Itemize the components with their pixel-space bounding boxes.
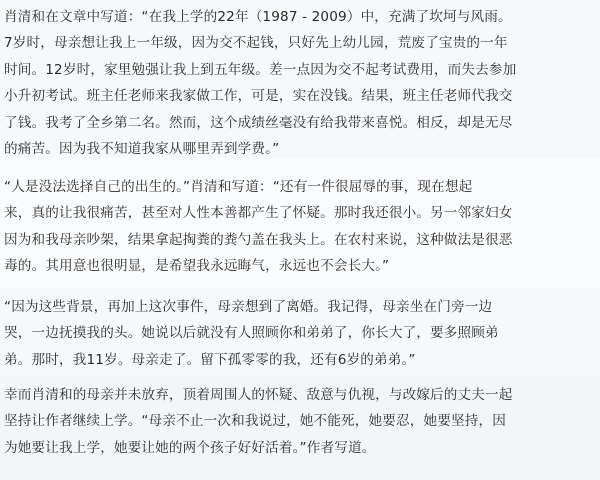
text-line: 肖清和在文章中写道：“在我上学的22年（1987 - 2009）中，充满了坎坷与风雨。 — [4, 9, 512, 25]
text-line: 小升初考试。班主任老师来我家做工作，可是，实在没钱。结果，班主任老师代我交 — [4, 88, 513, 105]
text-line: 的痛苦。因为我不知道我家从哪里弄到学费。” — [4, 140, 280, 157]
text-line: 时间。12岁时，家里勉强让我上到五年级。差一点因为交不起考试费用，而失去参加 — [4, 61, 517, 78]
article-paragraph-3 — [4, 294, 596, 373]
text-line: 毒的。其用意也很明显，是希望我永远晦气，永远也不会长大。” — [4, 258, 390, 275]
text-line: 坚持让作者继续上学。“母亲不止一次和我说过，她不能死，她要忍，她要坚持，因 — [4, 413, 506, 430]
text-line: 来，真的让我很痛苦，甚至对人性本善都产生了怀疑。那时我还很小。另一邻家妇女 — [4, 205, 513, 222]
text-line: 哭，一边抚摸我的头。她说以后就没有人照顾你和弟弟了，你长大了，要多照顾弟 — [4, 325, 499, 342]
text-line: 为她要让我上学，她要让她的两个孩子好好活着。”作者写道。 — [4, 439, 376, 456]
text-line: 7岁时，母亲想让我上一年级，因为交不起钱，只好先上幼儿园，荒废了宝贵的一年 — [4, 35, 508, 52]
article-paragraph-4 — [4, 382, 596, 461]
text-line: 了钱。我考了全乡第二名。然而，这个成绩丝毫没有给我带来喜悦。相反，却是无尽 — [4, 114, 513, 131]
text-line: 弟。那时，我11岁。母亲走了。留下孤零零的我，还有6岁的弟弟。” — [4, 351, 416, 368]
text-line: “人是没法选择自己的出生的。”肖清和写道：“还有一件很屈辱的事，现在想起 — [4, 179, 473, 195]
article-paragraph-1 — [4, 4, 596, 162]
article-paragraph-2 — [4, 174, 596, 280]
text-line: 因为和我母亲吵架，结果拿起掏粪的粪勺盖在我头上。在农村来说，这种做法是很恶 — [4, 231, 513, 248]
text-line: “因为这些背景，再加上这次事件，母亲想到了离婚。我记得，母亲坐在门旁一边 — [4, 299, 493, 315]
text-line: 幸而肖清和的母亲并未放弃，顶着周围人的怀疑、敌意与仇视，与改嫁后的丈夫一起 — [4, 387, 513, 403]
